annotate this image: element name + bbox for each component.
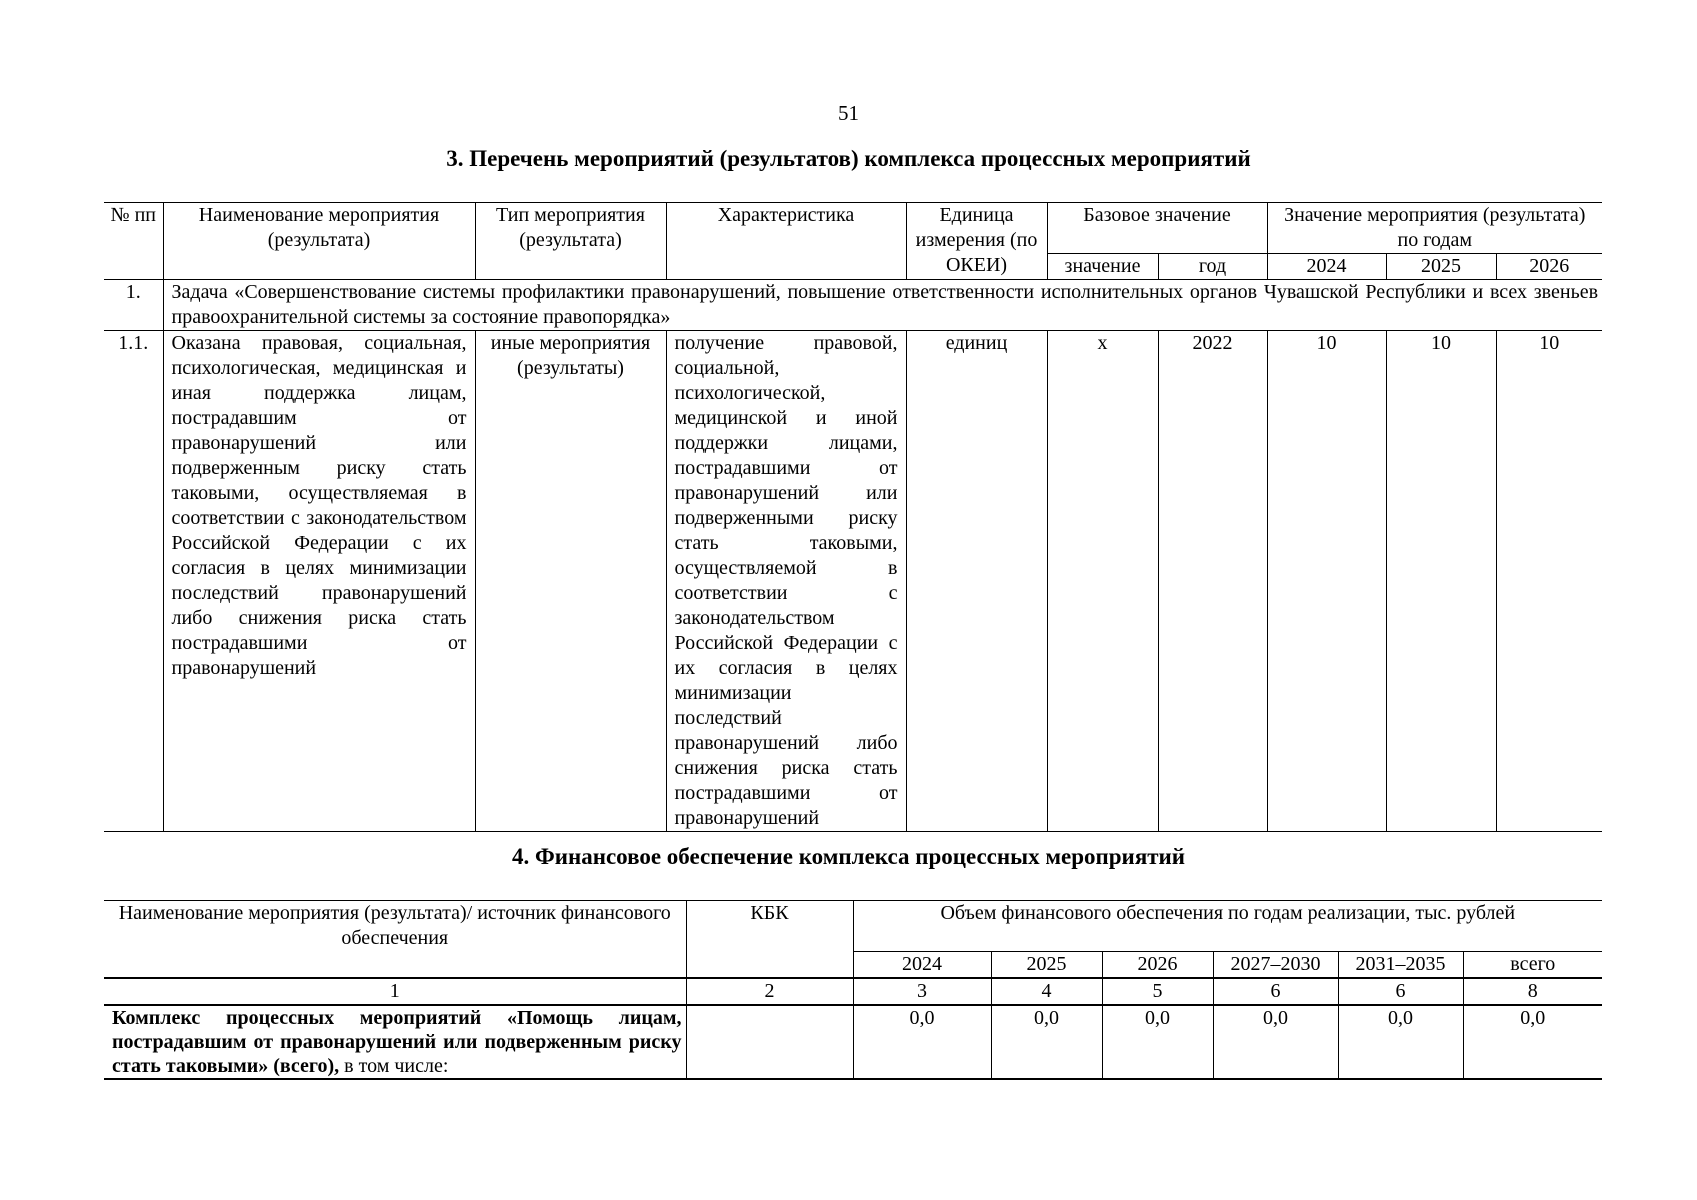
fin-header-2027-2030: 2027–2030: [1213, 952, 1338, 979]
fin-header-2024: 2024: [853, 952, 991, 979]
item-row: [104, 331, 1602, 832]
financing-row-kbk: [686, 1005, 853, 1079]
header-values-by-year: Значение мероприятия (результата) по годам: [1267, 203, 1602, 254]
activities-table: [104, 202, 1602, 832]
task-text: Задача «Совершенствование системы профилактики правонарушений, повышение ответственности исполнительных органов Чувашской Республики и всех звеньев правоохранительной системы за состояние правопорядка»: [163, 280, 1602, 331]
header-2026: 2026: [1496, 254, 1602, 280]
fin-header-2031-2035: 2031–2035: [1338, 952, 1463, 979]
column-number: 6: [1213, 978, 1338, 1005]
header-name: Наименование мероприятия (результата): [163, 203, 475, 280]
page-number: 51: [838, 101, 859, 125]
fin-header-2026: 2026: [1102, 952, 1213, 979]
header-base-value: значение: [1047, 254, 1158, 280]
item-name: Оказана правовая, социальная, психологическая, медицинская и иная поддержка лицам, пострадавшим от правонарушений или подверженным риску стать таковыми, осуществляемая в соответствии с законодательством Российской Федерации с их согласия в целях минимизации последствий правонарушений либо снижения риска стать пострадавшими от правонарушений: [163, 331, 475, 832]
item-characteristic: получение правовой, социальной, психологической, медицинской и иной поддержки лицами, пострадавшими от правонарушений или подверженными риску стать таковыми, осуществляемой в соответствии с законодательством Российской Федерации с их согласия в целях минимизации последствий правонарушений либо снижения риска стать пострадавшими от правонарушений: [666, 331, 906, 832]
financing-row: [104, 1005, 1602, 1079]
financing-row-2024: 0,0: [853, 1005, 991, 1079]
header-num: № пп: [104, 203, 163, 280]
financing-row-name-bold: Комплекс процессных мероприятий «Помощь лицам, пострадавшим от правонарушений или подверженным риску стать таковыми» (всего),: [112, 1007, 682, 1077]
fin-header-total: всего: [1463, 952, 1602, 979]
item-type: иные мероприятия (результаты): [475, 331, 666, 832]
header-2024: 2024: [1267, 254, 1386, 280]
item-value-2025: 10: [1386, 331, 1496, 832]
header-type: Тип мероприятия (результата): [475, 203, 666, 280]
column-number: 8: [1463, 978, 1602, 1005]
column-number-row: [104, 978, 1602, 1005]
fin-header-2025: 2025: [991, 952, 1102, 979]
column-number: 3: [853, 978, 991, 1005]
financing-row-2031-2035: 0,0: [1338, 1005, 1463, 1079]
fin-header-volume: Объем финансового обеспечения по годам реализации, тыс. рублей: [853, 901, 1602, 952]
financing-row-2025: 0,0: [991, 1005, 1102, 1079]
section-3-title: 3. Перечень мероприятий (результатов) комплекса процессных мероприятий: [446, 146, 1251, 171]
financing-row-2027-2030: 0,0: [1213, 1005, 1338, 1079]
column-number: 1: [104, 978, 686, 1005]
financing-row-2026: 0,0: [1102, 1005, 1213, 1079]
header-2025: 2025: [1386, 254, 1496, 280]
column-number: 4: [991, 978, 1102, 1005]
header-unit: Единица измерения (по ОКЕИ): [906, 203, 1047, 280]
fin-header-name: Наименование мероприятия (результата)/ источник финансового обеспечения: [104, 901, 686, 979]
header-characteristic: Характеристика: [666, 203, 906, 280]
item-num: 1.1.: [104, 331, 163, 832]
item-unit: единиц: [906, 331, 1047, 832]
header-base: Базовое значение: [1047, 203, 1267, 254]
item-base-year: 2022: [1158, 331, 1267, 832]
item-value-2024: 10: [1267, 331, 1386, 832]
financing-row-name: [104, 1005, 686, 1079]
column-number: 5: [1102, 978, 1213, 1005]
financing-row-name-regular: в том числе:: [339, 1055, 449, 1077]
fin-header-kbk: КБК: [686, 901, 853, 979]
section-4-title: 4. Финансовое обеспечение комплекса процессных мероприятий: [511, 844, 1186, 869]
financing-row-total: 0,0: [1463, 1005, 1602, 1079]
item-base-value: x: [1047, 331, 1158, 832]
header-base-year: год: [1158, 254, 1267, 280]
financing-table: [104, 900, 1602, 1080]
column-number: 6: [1338, 978, 1463, 1005]
task-num: 1.: [104, 280, 163, 331]
task-row: [104, 280, 1602, 331]
column-number: 2: [686, 978, 853, 1005]
item-value-2026: 10: [1496, 331, 1602, 832]
